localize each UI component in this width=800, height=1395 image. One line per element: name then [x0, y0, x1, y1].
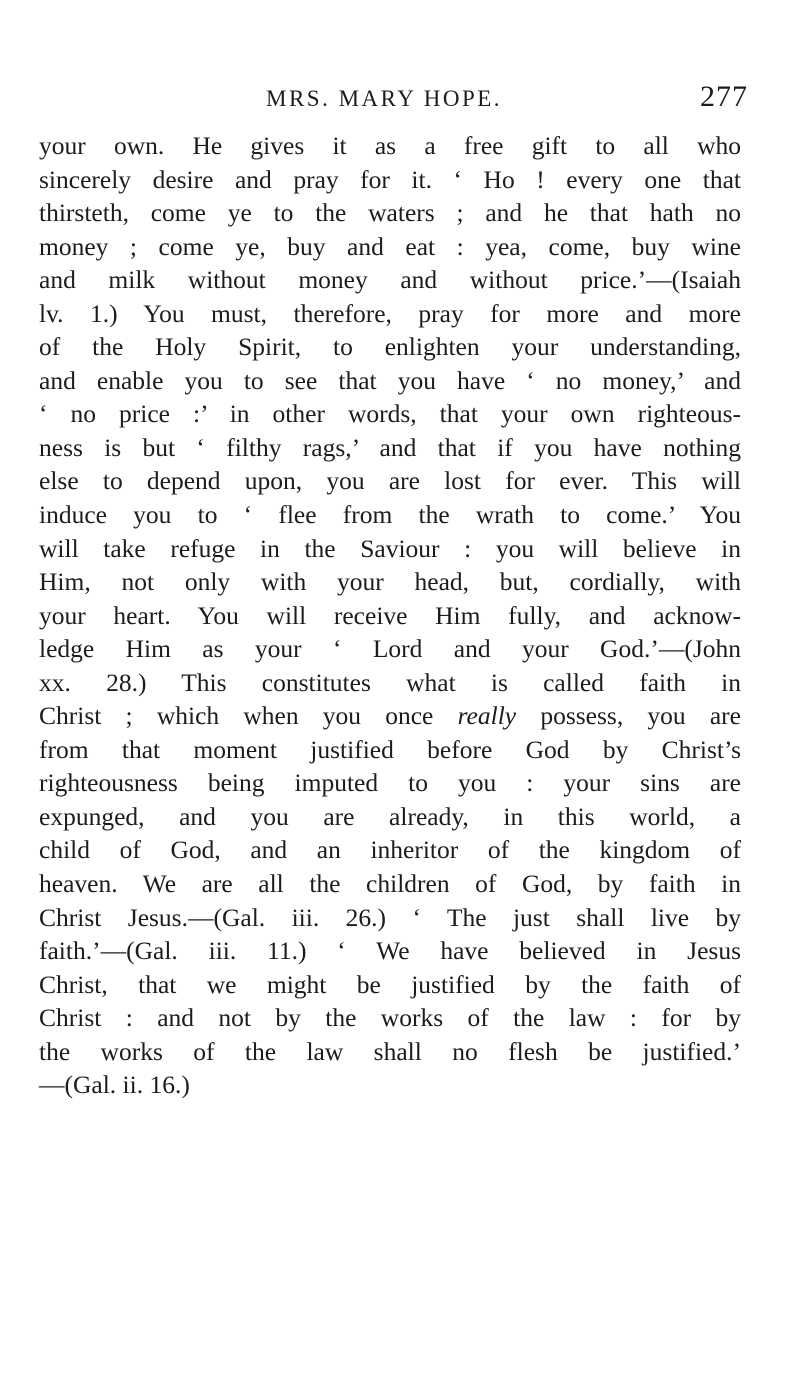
page-number: 277: [700, 80, 748, 113]
text-line: thirsteth, come ye to the waters ; and he that hath no: [39, 198, 741, 228]
text-line: Christ, that we might be justified by the faith of: [39, 969, 741, 999]
text-line: your own. He gives it as a free gift to all who: [39, 131, 741, 160]
text-line: ness is but ‘ filthy rags,’ and that if you have nothing: [39, 432, 741, 462]
text-line: expunged, and you are already, in this world, a: [39, 801, 741, 831]
text-line: will take refuge in the Saviour : you will believe in: [39, 533, 741, 563]
running-title: MRS. MARY HOPE.: [266, 86, 503, 111]
text-line: ‘ no price :’ in other words, that your own righteous-: [39, 399, 741, 429]
text-line: ledge Him as your ‘ Lord and your God.’—(John: [39, 634, 741, 664]
text-line: Christ : and not by the works of the law : for by: [39, 1003, 741, 1033]
text-line: xx. 28.) This constitutes what is called faith in: [39, 667, 741, 697]
text-line: the works of the law shall no flesh be justified.’: [39, 1036, 741, 1066]
text-segment: possess, you are: [516, 701, 741, 731]
italic-emphasis: really: [457, 701, 517, 731]
text-segment: Christ ; which when you once: [39, 701, 458, 731]
text-line: from that moment justified before God by Christ’s: [39, 734, 741, 764]
text-line: righteousness being imputed to you : your sins are: [39, 768, 741, 798]
text-line: else to depend upon, you are lost for ever. This will: [39, 466, 741, 496]
text-line: child of God, and an inheritor of the kingdom of: [39, 835, 741, 865]
text-line: heaven. We are all the children of God, by faith in: [39, 869, 741, 899]
text-line: Christ Jesus.—(Gal. iii. 26.) ‘ The just shall live by: [39, 902, 741, 932]
running-head: [258, 80, 748, 120]
text-line: money ; come ye, buy and eat : yea, come, buy wine: [39, 231, 741, 261]
text-line: induce you to ‘ flee from the wrath to come.’ You: [39, 500, 741, 530]
body-paragraph: [39, 129, 741, 1102]
text-line: Him, not only with your head, but, cordially, with: [39, 567, 741, 597]
text-line: [39, 699, 741, 733]
text-line: sincerely desire and pray for it. ‘ Ho ! every one that: [39, 164, 741, 194]
text-line: —(Gal. ii. 16.): [39, 1070, 190, 1100]
text-line: of the Holy Spirit, to enlighten your understanding,: [39, 332, 741, 362]
text-line: your heart. You will receive Him fully, and acknow-: [39, 600, 741, 630]
text-line: and enable you to see that you have ‘ no money,’ and: [39, 365, 741, 395]
text-line: and milk without money and without price.’—(Isaiah: [39, 265, 741, 295]
text-line: faith.’—(Gal. iii. 11.) ‘ We have believed in Jesus: [39, 936, 741, 966]
text-line: lv. 1.) You must, therefore, pray for more and more: [39, 298, 741, 328]
